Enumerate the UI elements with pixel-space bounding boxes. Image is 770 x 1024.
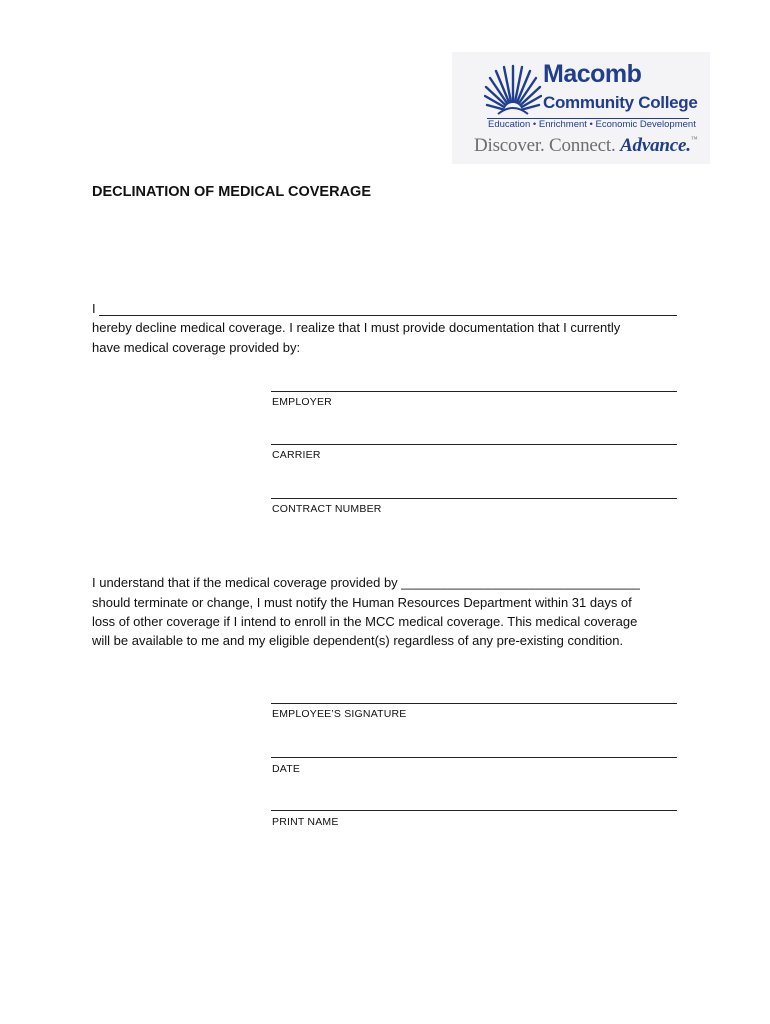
employer-label: EMPLOYER bbox=[272, 396, 332, 408]
understanding-line-2: should terminate or change, I must notify the Human Resources Department within 31 days of bbox=[92, 595, 632, 610]
understanding-line-3: loss of other coverage if I intend to enroll in the MCC medical coverage. This medical coverage bbox=[92, 614, 638, 629]
date-label: DATE bbox=[272, 763, 301, 775]
employee-signature-label: EMPLOYEE’S SIGNATURE bbox=[272, 708, 407, 720]
carrier-label: CARRIER bbox=[272, 449, 321, 461]
declaration-line-1: hereby decline medical coverage. I realize that I must provide documentation that I currently bbox=[92, 320, 621, 335]
declaration-prefix: I bbox=[92, 301, 96, 316]
understanding-line-4: will be available to me and my eligible dependent(s) regardless of any pre-existing condition. bbox=[92, 633, 624, 648]
understanding-line-1: I understand that if the medical coverage provided by _________________________________ bbox=[92, 575, 640, 590]
logo-name-macomb: Macomb bbox=[543, 60, 642, 88]
logo-slogan bbox=[474, 136, 697, 155]
contract-number-line[interactable] bbox=[271, 498, 677, 499]
logo-tagline: Education • Enrichment • Economic Development bbox=[488, 119, 696, 130]
slogan-emphasis: Advance. bbox=[620, 135, 691, 156]
print-name-label: PRINT NAME bbox=[272, 816, 339, 828]
slogan-plain: Discover. Connect. bbox=[474, 135, 616, 156]
contract-number-label: CONTRACT NUMBER bbox=[272, 503, 382, 515]
print-name-line[interactable] bbox=[271, 810, 677, 811]
trademark-mark: ™ bbox=[690, 135, 698, 143]
sunburst-logo-icon bbox=[484, 62, 542, 118]
logo-name-community-college: Community College bbox=[543, 93, 698, 112]
employee-signature-line[interactable] bbox=[271, 703, 677, 704]
employer-line[interactable] bbox=[271, 391, 677, 392]
page-title: DECLINATION OF MEDICAL COVERAGE bbox=[92, 184, 371, 200]
declarant-name-line[interactable] bbox=[99, 315, 677, 316]
date-line[interactable] bbox=[271, 757, 677, 758]
carrier-line[interactable] bbox=[271, 444, 677, 445]
declaration-line-2: have medical coverage provided by: bbox=[92, 340, 301, 355]
